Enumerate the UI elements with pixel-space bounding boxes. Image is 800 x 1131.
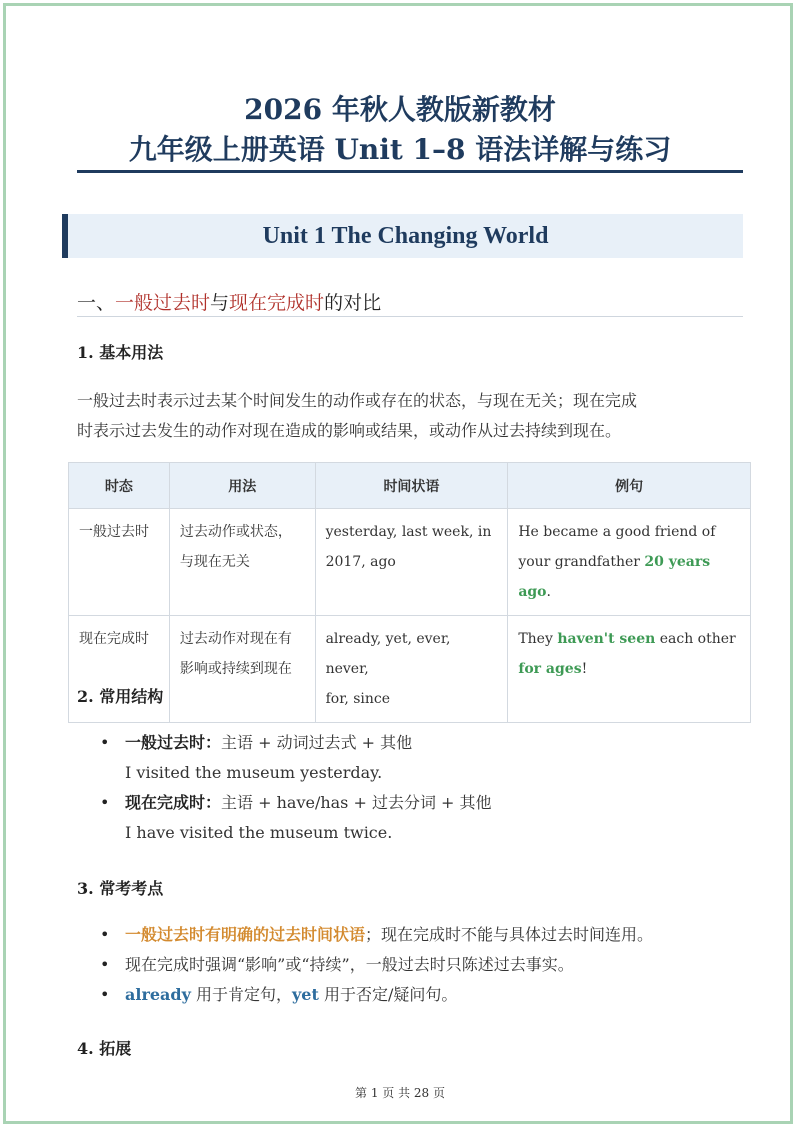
- structure-label: 一般过去时：: [125, 733, 222, 752]
- title-divider: [77, 170, 743, 173]
- subheading-extension: 4. 拓展: [77, 1039, 132, 1058]
- structure-example: I visited the museum yesterday.: [125, 763, 383, 782]
- list-item: [100, 788, 492, 848]
- structure-example: I have visited the museum twice.: [125, 823, 393, 842]
- paragraph-line: 时表示过去发生的动作对现在造成的影响或结果，或动作从过去持续到现在。: [77, 421, 622, 440]
- structure-label: 现在完成时：: [125, 793, 222, 812]
- usage-line: 影响或持续到现在: [179, 661, 292, 677]
- list-item: [100, 950, 653, 980]
- exam-point-text: ；现在完成时不能与具体过去时间连用。: [365, 925, 654, 944]
- structure-list: [100, 728, 492, 848]
- example-text: each other: [655, 631, 736, 647]
- example-cell: [508, 616, 751, 723]
- example-highlight: for ages: [518, 661, 582, 677]
- structure-formula: 主语 + 动词过去式 + 其他: [221, 733, 413, 752]
- tense-cell: 一般过去时: [69, 509, 170, 616]
- section-connector: 与: [210, 292, 230, 314]
- time-line: 2017, ago: [325, 554, 396, 570]
- section-divider: [77, 316, 743, 317]
- time-cell: [315, 616, 508, 723]
- table-row: [69, 509, 751, 616]
- section-suffix: 的对比: [324, 292, 382, 314]
- section-term-perfect: 现在完成时: [229, 292, 325, 314]
- table-header: 用法: [169, 463, 315, 509]
- table-header: 时态: [69, 463, 170, 509]
- exam-point-highlight: 一般过去时有明确的过去时间状语: [125, 925, 366, 944]
- unit-title: Unit 1 The Changing World: [262, 223, 549, 249]
- usage-cell: [169, 509, 315, 616]
- example-text: He became a good friend of your grandfather: [518, 524, 716, 570]
- usage-line: 与现在无关: [179, 554, 250, 570]
- page-footer: 第 1 页 共 28 页: [355, 1086, 445, 1100]
- table-header: 时间状语: [315, 463, 508, 509]
- document-title-line2: 九年级上册英语 Unit 1–8 语法详解与练习: [128, 133, 672, 166]
- example-highlight: haven't seen: [557, 631, 656, 647]
- section-prefix: 一、: [77, 292, 116, 314]
- keyword-yet: yet: [292, 985, 319, 1004]
- exam-point-text: 现在完成时强调“影响”或“持续”，一般过去时只陈述过去事实。: [125, 955, 574, 974]
- subheading-basic-usage: 1. 基本用法: [77, 343, 164, 362]
- paragraph-line: 一般过去时表示过去某个时间发生的动作或存在的状态，与现在无关；现在完成: [77, 391, 638, 410]
- usage-line: 过去动作或状态，: [179, 524, 292, 540]
- subheading-exam-points: 3. 常考考点: [77, 879, 164, 898]
- document-title-line1: 2026 年秋人教版新教材: [244, 93, 556, 126]
- basic-usage-paragraph: [77, 386, 743, 446]
- usage-cell: [169, 616, 315, 723]
- exam-point-text: 用于肯定句，: [190, 985, 292, 1004]
- unit-banner: [62, 214, 743, 258]
- section-heading: [77, 288, 381, 315]
- subheading-structures: 2. 常用结构: [77, 687, 164, 706]
- table-header: 例句: [508, 463, 751, 509]
- example-text: .: [546, 584, 551, 600]
- list-item: [100, 728, 492, 788]
- time-cell: [315, 509, 508, 616]
- tense-cell: 现在完成时: [69, 616, 170, 723]
- list-item: [100, 920, 653, 950]
- usage-line: 过去动作对现在有: [179, 631, 292, 647]
- example-text: They: [518, 631, 558, 647]
- tense-comparison-table: [68, 462, 751, 723]
- table-header-row: [69, 463, 751, 509]
- time-line: yesterday, last week, in: [325, 524, 492, 540]
- example-cell: [508, 509, 751, 616]
- table-row: [69, 616, 751, 723]
- time-line: for, since: [325, 691, 391, 707]
- exam-point-text: 用于否定/疑问句。: [318, 985, 458, 1004]
- exam-points-list: [100, 920, 653, 1010]
- keyword-already: already: [125, 985, 191, 1004]
- structure-formula: 主语 + have/has + 过去分词 + 其他: [221, 793, 492, 812]
- section-term-past: 一般过去时: [115, 292, 211, 314]
- time-line: already, yet, ever, never,: [325, 631, 451, 677]
- list-item: [100, 980, 653, 1010]
- example-text: !: [581, 661, 588, 677]
- example-highlight: 20 years ago: [518, 554, 711, 600]
